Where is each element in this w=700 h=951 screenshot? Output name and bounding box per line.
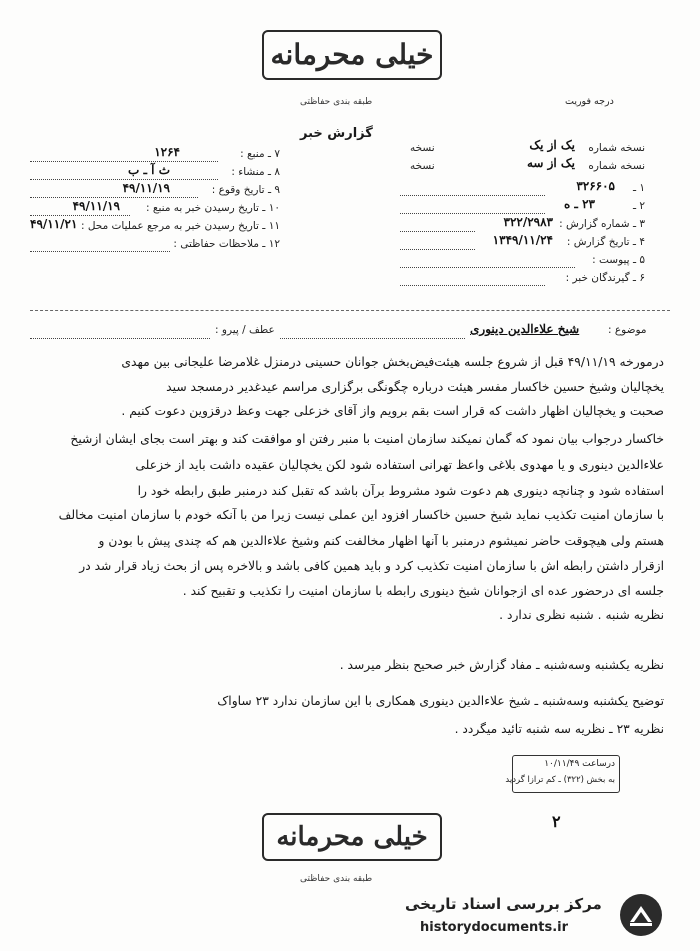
field-recipients — [400, 270, 645, 288]
field-label: نسخه شماره — [588, 160, 645, 172]
field-value: ۴۹/۱۱/۱۹ — [122, 181, 170, 195]
urgency-label: درجه فوریت — [565, 96, 614, 107]
body-line: صحبت و یخچالیان اظهار داشت که قرار است بقم برویم واز آقای خزعلی جهت وعظ درقزوین دعوت کنیم . — [121, 404, 664, 418]
bottom-classification-label: طبقه بندی حفاظتی — [300, 874, 373, 884]
field-value: ث آ ـ ب — [128, 163, 170, 177]
field-value: ۲۳ ـ ه — [563, 197, 595, 211]
field-source — [30, 146, 280, 164]
receipt-line-1: درساعت ۱۰/۱۱/۴۹ — [544, 759, 615, 769]
top-classification-label: طبقه بندی حفاظتی — [300, 97, 373, 107]
field-1 — [400, 180, 645, 198]
field-origin — [30, 164, 280, 182]
field-label: ۴ ـ تاریخ گزارش : — [566, 236, 645, 248]
field-suffix: نسخه — [410, 160, 435, 172]
reference-label: عطف / پیرو : — [215, 324, 275, 336]
field-copy-number-1 — [400, 140, 645, 158]
field-attachment — [400, 252, 645, 270]
top-confidential-stamp: خیلی محرمانه — [262, 30, 442, 80]
receipt-line-2: به بخش (۳۲۲) ـ کم ترازا گردید — [505, 775, 615, 785]
field-label: ۹ ـ تاریخ وقوع : — [211, 184, 280, 196]
body-line: نظریه ۲۳ ـ نظریه سه شنبه تائید میگردد . — [454, 722, 664, 736]
field-report-date — [400, 234, 645, 252]
field-label: ۶ ـ گیرندگان خبر : — [565, 272, 645, 284]
body-line: توضیح یکشنبه وسه‌شنبه ـ شیخ علاءالدین دینوری همکاری با این سازمان ندارد ۲۳ ساواک — [217, 694, 664, 708]
body-line: هستم ولی هیچوقت حاضر نمیشوم درمنبر با آنها اظهار مخالفت کنم وشیخ علاءالدین هم که چندی پیش با بودن و — [98, 534, 664, 548]
field-2 — [400, 198, 645, 216]
receipt-stamp — [505, 755, 620, 793]
footer-website: historydocuments.ir — [420, 920, 569, 935]
body-line: علاءالدین دینوری و یا مهدوی بلاغی واعظ تهرانی استفاده شود لکن یخچالیان عقیده داشت باید از خزعلی — [135, 458, 664, 472]
field-news-to-source-date — [30, 200, 280, 218]
field-label: ۱۰ ـ تاریخ رسیدن خبر به منبع : — [146, 202, 280, 214]
field-label: ۵ ـ پیوست : — [592, 254, 645, 266]
field-value: ۳۲۲/۲۹۸۳ — [503, 215, 553, 229]
body-line: جلسه ای درحضور عده ای ازجوانان شیخ دینوری رابطه با سازمان امنیت را تکذیب و تقبیح کند . — [182, 584, 664, 598]
field-security-notes — [30, 236, 280, 254]
field-label: ۱ ـ — [632, 182, 645, 194]
field-value: یک از سه — [526, 156, 575, 170]
body-line: یخچالیان وشیخ حسین خاکسار مفسر هیئت درباره چگونگی برگزاری مراسم عیدغدیر درمسجد سید — [166, 380, 664, 394]
field-value: یک از یک — [529, 138, 575, 152]
body-line: نظریه یکشنبه وسه‌شنبه ـ مفاد گزارش خبر صحیح بنظر میرسد . — [339, 658, 664, 672]
field-value: ۴۹/۱۱/۲۱ — [30, 217, 78, 231]
field-label: ۲ ـ — [632, 200, 645, 212]
field-value: ۳۲۶۶۰۵ — [576, 179, 615, 193]
field-report-number — [400, 216, 645, 234]
body-line: خاکسار درجواب بیان نمود که گمان نمیکند سازمان امنیت با منبر رفتن او موافقت کند و بهتر است بجای ایشان ازشیخ — [70, 432, 664, 446]
field-occurrence-date — [30, 182, 280, 200]
footer-org-name: مرکز بررسی اسناد تاریخی — [405, 895, 602, 913]
bottom-confidential-stamp: خیلی محرمانه — [262, 813, 442, 861]
field-value: ۱۳۴۹/۱۱/۲۴ — [492, 233, 553, 247]
archive-logo-icon — [618, 892, 664, 938]
report-title: گزارش خبر — [300, 126, 373, 141]
field-label: ۳ ـ شماره گزارش : — [559, 218, 645, 230]
body-line: درمورخه ۴۹/۱۱/۱۹ قبل از شروع جلسه هیئت‌فیض‌بخش جوانان حسینی درمنزل غلامرضا علیجانی بین مهدی — [121, 355, 664, 369]
field-copy-number-2 — [400, 158, 645, 176]
body-line: ازقرار داشتن رابطه اش با سازمان امنیت تکذیب کرد و باید همین کافی باشد و بالاخره پس از بحث زیاد قرار شد در — [79, 559, 664, 573]
field-suffix: نسخه — [410, 142, 435, 154]
field-label: ۷ ـ منبع : — [240, 148, 280, 160]
field-news-to-office-date — [30, 218, 280, 236]
field-label: ۱۱ ـ تاریخ رسیدن خبر به مرجع عملیات محل : — [80, 220, 280, 232]
field-value: ۴۹/۱۱/۱۹ — [72, 199, 120, 213]
field-label: ۸ ـ منشاء : — [231, 166, 280, 178]
field-label: نسخه شماره — [588, 142, 645, 154]
field-label: ۱۲ ـ ملاحظات حفاظتی : — [173, 238, 280, 250]
subject-value: شیخ علاءالدین دینوری — [470, 322, 580, 336]
subject-label: موضوع : — [608, 324, 647, 336]
body-line: با سازمان امنیت تکذیب نماید شیخ حسین خاکسار افزود این عملی نیست زیرا من با آنکه خودم با سازمان امنیت مخالف — [58, 508, 664, 522]
field-value: ۱۲۶۴ — [154, 145, 180, 159]
body-line: استفاده شود و چنانچه دینوری هم دعوت شود مشروط برآن باشد که تقبل کند درمنبر طبق رابطه خود را — [137, 484, 664, 498]
body-line: نظریه شنبه . شنبه نظری ندارد . — [499, 608, 664, 622]
page-mark: ۲ — [552, 812, 561, 831]
